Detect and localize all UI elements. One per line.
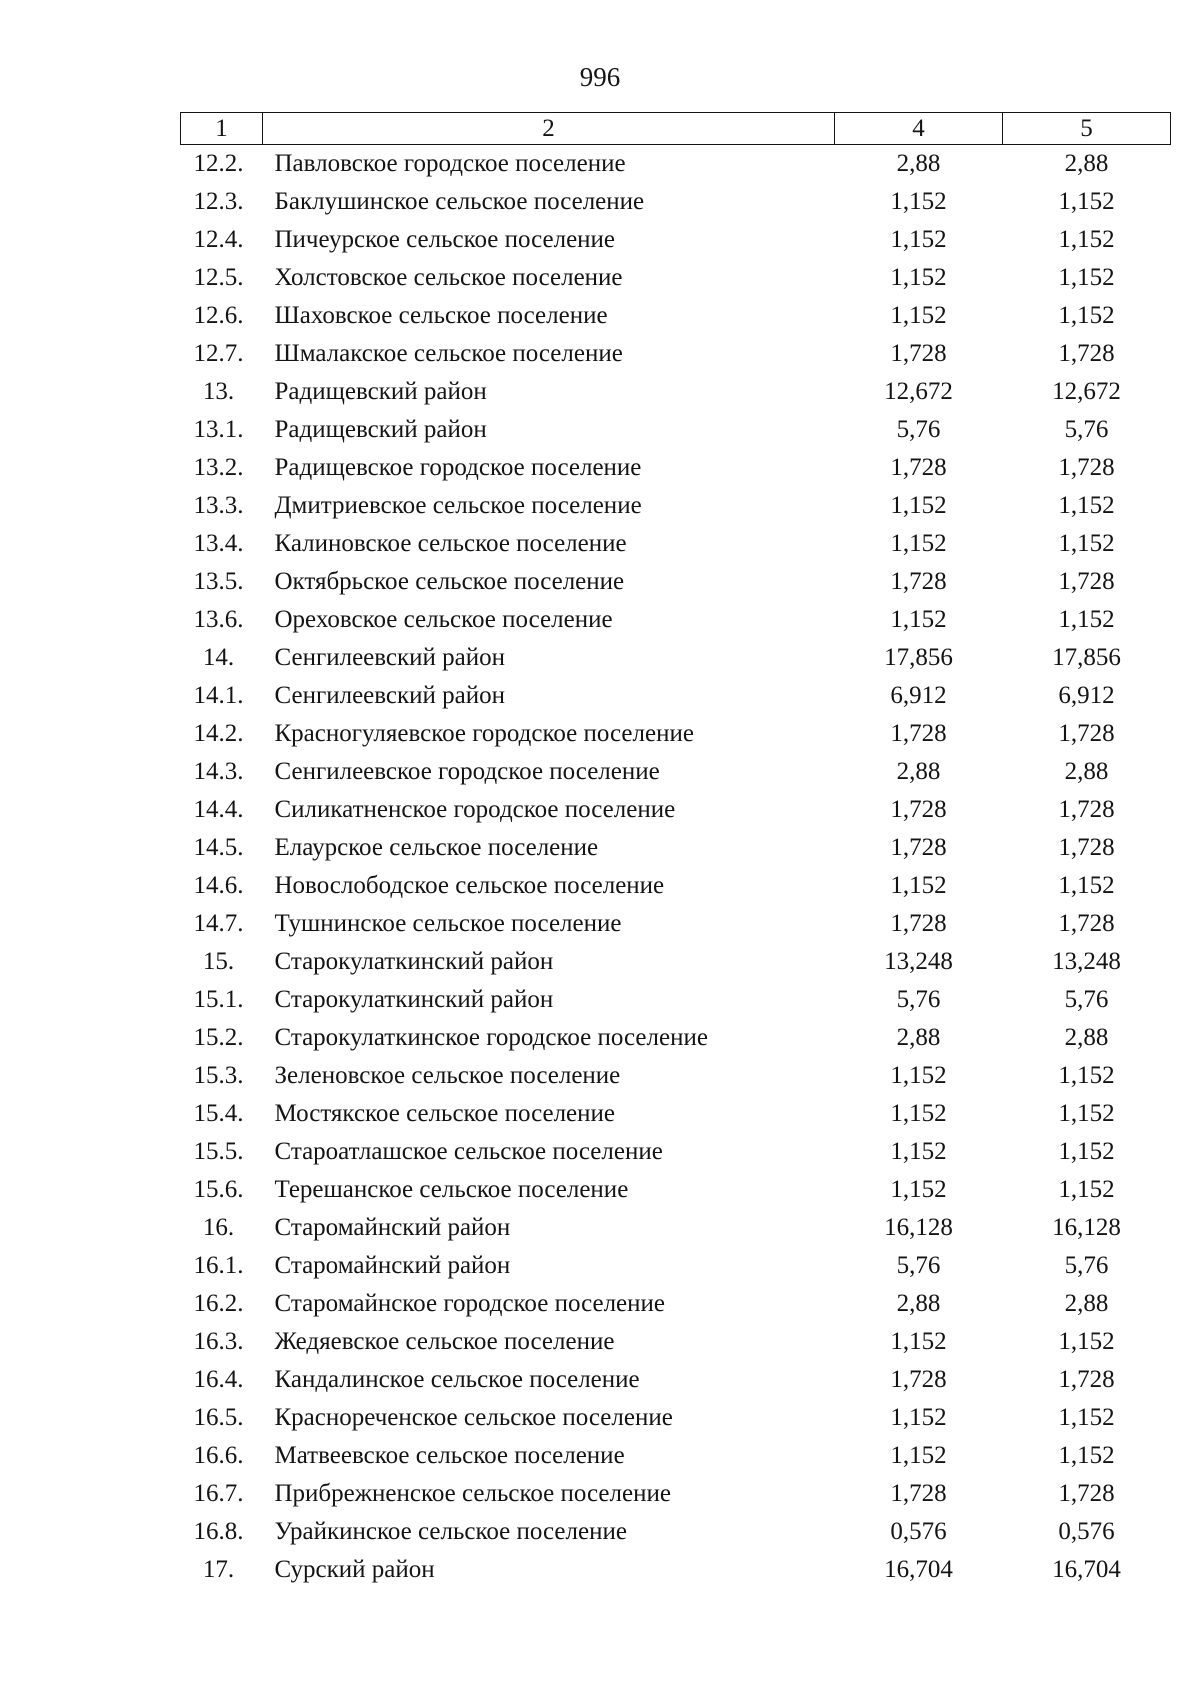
row-name: Кандалинское сельское поселение: [274, 1366, 640, 1393]
row-number: 12.7.: [193, 340, 244, 367]
row-name: Тушнинское сельское поселение: [274, 910, 622, 937]
table-row: [181, 981, 1171, 1019]
table-row: [181, 1399, 1171, 1437]
row-name: Сурский район: [274, 1556, 435, 1583]
table-row: [181, 1323, 1171, 1361]
row-number: 14.2.: [193, 720, 244, 747]
row-value-col5: 1,152: [1058, 188, 1115, 215]
row-name: Старокулаткинский район: [274, 986, 554, 1013]
row-value-col5: 2,88: [1064, 1290, 1109, 1317]
row-number: 14.4.: [193, 796, 244, 823]
table-row: [181, 867, 1171, 905]
row-name: Сенгилеевский район: [274, 644, 506, 671]
row-number: 14.7.: [193, 910, 244, 937]
row-value-col5: 5,76: [1064, 416, 1109, 443]
row-number: 16.3.: [193, 1328, 244, 1355]
table-row: [181, 829, 1171, 867]
row-name: Силикатненское городское поселение: [274, 796, 676, 823]
row-value-col4: 1,152: [890, 1138, 947, 1165]
table-row: [181, 715, 1171, 753]
table-row: [181, 639, 1171, 677]
row-name: Пичеурское сельское поселение: [274, 226, 616, 253]
row-number: 13.6.: [193, 606, 244, 633]
row-number: 15.5.: [193, 1138, 244, 1165]
row-name: Старокулаткинский район: [274, 948, 554, 975]
row-number: 12.4.: [193, 226, 244, 253]
table-row: [181, 145, 1171, 184]
row-value-col4: 1,152: [890, 302, 947, 329]
row-value-col4: 13,248: [884, 948, 953, 975]
row-value-col4: 1,152: [890, 226, 947, 253]
row-value-col4: 1,728: [890, 340, 947, 367]
row-value-col4: 1,152: [890, 1328, 947, 1355]
table-row: [181, 411, 1171, 449]
table-row: [181, 335, 1171, 373]
row-number: 16.7.: [193, 1480, 244, 1507]
row-name: Радищевское городское поселение: [274, 454, 642, 481]
header-col-5: 5: [1003, 113, 1171, 145]
row-value-col5: 2,88: [1064, 150, 1109, 177]
row-value-col4: 1,152: [890, 1442, 947, 1469]
row-number: 13.: [202, 378, 235, 405]
table-row: [181, 601, 1171, 639]
row-value-col4: 1,152: [890, 1100, 947, 1127]
row-name: Октябрьское сельское поселение: [274, 568, 625, 595]
row-value-col5: 1,152: [1058, 606, 1115, 633]
row-number: 16.5.: [193, 1404, 244, 1431]
table-row: [181, 1285, 1171, 1323]
row-name: Прибрежненское сельское поселение: [274, 1480, 671, 1507]
row-number: 13.2.: [193, 454, 244, 481]
table-row: [181, 487, 1171, 525]
row-name: Калиновское сельское поселение: [274, 530, 627, 557]
row-number: 14.5.: [193, 834, 244, 861]
row-number: 14.6.: [193, 872, 244, 899]
table-row: [181, 1057, 1171, 1095]
row-name: Новослободское сельское поселение: [274, 872, 665, 899]
row-value-col5: 1,152: [1058, 1062, 1115, 1089]
row-value-col4: 1,152: [890, 530, 947, 557]
row-number: 16.1.: [193, 1252, 244, 1279]
table-row: [181, 1437, 1171, 1475]
row-value-col5: 1,152: [1058, 492, 1115, 519]
row-value-col5: 1,728: [1058, 568, 1115, 595]
table-row: [181, 373, 1171, 411]
row-value-col4: 17,856: [884, 644, 953, 671]
row-name: Холстовское сельское поселение: [274, 264, 623, 291]
row-name: Жедяевское сельское поселение: [274, 1328, 615, 1355]
table-row: [181, 1361, 1171, 1399]
table-row: [181, 1247, 1171, 1285]
row-number: 13.3.: [193, 492, 244, 519]
row-value-col4: 1,728: [890, 910, 947, 937]
row-value-col4: 5,76: [896, 986, 941, 1013]
table-row: [181, 943, 1171, 981]
row-number: 12.6.: [193, 302, 244, 329]
row-number: 12.2.: [193, 150, 244, 177]
row-number: 15.1.: [193, 986, 244, 1013]
table-row: [181, 1133, 1171, 1171]
row-name: Шмалакское сельское поселение: [274, 340, 623, 367]
row-value-col4: 1,728: [890, 568, 947, 595]
row-number: 13.1.: [193, 416, 244, 443]
row-value-col5: 1,152: [1058, 226, 1115, 253]
row-value-col4: 5,76: [896, 1252, 941, 1279]
row-value-col5: 1,152: [1058, 1176, 1115, 1203]
row-value-col4: 1,728: [890, 1480, 947, 1507]
table-row: [181, 449, 1171, 487]
header-row: [181, 113, 1171, 145]
table-row: [181, 753, 1171, 791]
row-name: Зеленовское сельское поселение: [274, 1062, 621, 1089]
row-name: Терешанское сельское поселение: [274, 1176, 629, 1203]
row-value-col5: 13,248: [1052, 948, 1121, 975]
row-value-col5: 16,128: [1052, 1214, 1121, 1241]
table-row: [181, 1513, 1171, 1551]
row-value-col5: 1,152: [1058, 1328, 1115, 1355]
row-value-col4: 1,152: [890, 1404, 947, 1431]
row-name: Матвеевское сельское поселение: [274, 1442, 625, 1469]
header-col-1: 1: [181, 113, 263, 145]
header-col-2: 2: [263, 113, 835, 145]
row-value-col4: 1,728: [890, 1366, 947, 1393]
row-value-col4: 16,128: [884, 1214, 953, 1241]
row-value-col4: 2,88: [896, 150, 941, 177]
row-name: Дмитриевское сельское поселение: [274, 492, 642, 519]
table-row: [181, 525, 1171, 563]
row-value-col4: 1,152: [890, 1062, 947, 1089]
row-name: Елаурское сельское поселение: [274, 834, 599, 861]
row-name: Радищевский район: [274, 416, 487, 443]
table-row: [181, 259, 1171, 297]
row-number: 15.: [202, 948, 235, 975]
row-name: Радищевский район: [274, 378, 487, 405]
table-row: [181, 297, 1171, 335]
row-value-col4: 1,152: [890, 492, 947, 519]
row-value-col5: 1,728: [1058, 910, 1115, 937]
row-number: 16.: [202, 1214, 235, 1241]
row-name: Старомайнское городское поселение: [274, 1290, 666, 1317]
row-value-col5: 1,152: [1058, 302, 1115, 329]
table-row: [181, 1095, 1171, 1133]
row-number: 14.1.: [193, 682, 244, 709]
row-name: Красногуляевское городское поселение: [274, 720, 694, 747]
row-name: Старомайнский район: [274, 1214, 511, 1241]
row-number: 15.6.: [193, 1176, 244, 1203]
table-row: [181, 1475, 1171, 1513]
row-name: Павловское городское поселение: [274, 150, 626, 177]
row-value-col5: 1,152: [1058, 1100, 1115, 1127]
table-row: [181, 1019, 1171, 1057]
row-value-col4: 1,152: [890, 264, 947, 291]
row-value-col5: 1,728: [1058, 1366, 1115, 1393]
row-number: 13.4.: [193, 530, 244, 557]
row-value-col5: 1,152: [1058, 1138, 1115, 1165]
row-value-col5: 0,576: [1058, 1518, 1115, 1545]
row-value-col5: 1,152: [1058, 1442, 1115, 1469]
row-value-col4: 6,912: [890, 682, 947, 709]
row-value-col4: 5,76: [896, 416, 941, 443]
row-value-col4: 1,152: [890, 1176, 947, 1203]
row-value-col4: 2,88: [896, 1290, 941, 1317]
table-row: [181, 563, 1171, 601]
row-value-col5: 12,672: [1052, 378, 1121, 405]
row-value-col4: 1,152: [890, 188, 947, 215]
row-value-col4: 1,152: [890, 606, 947, 633]
row-value-col5: 17,856: [1052, 644, 1121, 671]
row-value-col5: 16,704: [1052, 1556, 1121, 1583]
row-number: 15.3.: [193, 1062, 244, 1089]
row-name: Баклушинское сельское поселение: [274, 188, 645, 215]
row-name: Ореховское сельское поселение: [274, 606, 613, 633]
row-number: 16.8.: [193, 1518, 244, 1545]
row-value-col5: 1,728: [1058, 720, 1115, 747]
row-number: 12.3.: [193, 188, 244, 215]
header-col-4: 4: [835, 113, 1003, 145]
row-number: 16.6.: [193, 1442, 244, 1469]
row-value-col5: 2,88: [1064, 1024, 1109, 1051]
row-value-col4: 12,672: [884, 378, 953, 405]
row-name: Сенгилеевский район: [274, 682, 506, 709]
table-body: [181, 145, 1171, 1590]
row-number: 15.4.: [193, 1100, 244, 1127]
row-value-col4: 2,88: [896, 1024, 941, 1051]
table-row: [181, 677, 1171, 715]
row-name: Старомайнский район: [274, 1252, 511, 1279]
page-number: 996: [579, 62, 621, 92]
table-row: [181, 1209, 1171, 1247]
table-row: [181, 221, 1171, 259]
row-value-col5: 1,152: [1058, 872, 1115, 899]
row-name: Урайкинское сельское поселение: [274, 1518, 627, 1545]
row-number: 13.5.: [193, 568, 244, 595]
row-value-col4: 2,88: [896, 758, 941, 785]
row-name: Краснореченское сельское поселение: [274, 1404, 673, 1431]
table-row: [181, 1551, 1171, 1589]
row-value-col5: 1,728: [1058, 454, 1115, 481]
row-value-col5: 2,88: [1064, 758, 1109, 785]
row-value-col5: 6,912: [1058, 682, 1115, 709]
table-row: [181, 1171, 1171, 1209]
row-name: Сенгилеевское городское поселение: [274, 758, 660, 785]
data-table: [180, 112, 1171, 1589]
row-value-col5: 1,728: [1058, 1480, 1115, 1507]
row-name: Шаховское сельское поселение: [274, 302, 608, 329]
row-value-col4: 1,728: [890, 720, 947, 747]
row-value-col5: 5,76: [1064, 1252, 1109, 1279]
row-name: Старокулаткинское городское поселение: [274, 1024, 708, 1051]
row-number: 14.: [202, 644, 235, 671]
row-value-col4: 1,728: [890, 796, 947, 823]
row-value-col4: 16,704: [884, 1556, 953, 1583]
table-row: [181, 183, 1171, 221]
row-number: 16.4.: [193, 1366, 244, 1393]
row-value-col4: 1,728: [890, 454, 947, 481]
row-name: Мостякское сельское поселение: [274, 1100, 615, 1127]
row-value-col5: 1,152: [1058, 264, 1115, 291]
row-value-col5: 1,728: [1058, 796, 1115, 823]
row-value-col5: 1,728: [1058, 834, 1115, 861]
row-number: 16.2.: [193, 1290, 244, 1317]
row-value-col5: 1,152: [1058, 530, 1115, 557]
table-header: [181, 113, 1171, 145]
row-value-col4: 0,576: [890, 1518, 947, 1545]
row-value-col5: 1,728: [1058, 340, 1115, 367]
row-number: 14.3.: [193, 758, 244, 785]
row-value-col5: 1,152: [1058, 1404, 1115, 1431]
table-row: [181, 905, 1171, 943]
row-number: 17.: [202, 1556, 235, 1583]
row-number: 12.5.: [193, 264, 244, 291]
row-value-col4: 1,152: [890, 872, 947, 899]
row-number: 15.2.: [193, 1024, 244, 1051]
row-value-col5: 5,76: [1064, 986, 1109, 1013]
row-name: Староатлашское сельское поселение: [274, 1138, 663, 1165]
table-row: [181, 791, 1171, 829]
row-value-col4: 1,728: [890, 834, 947, 861]
